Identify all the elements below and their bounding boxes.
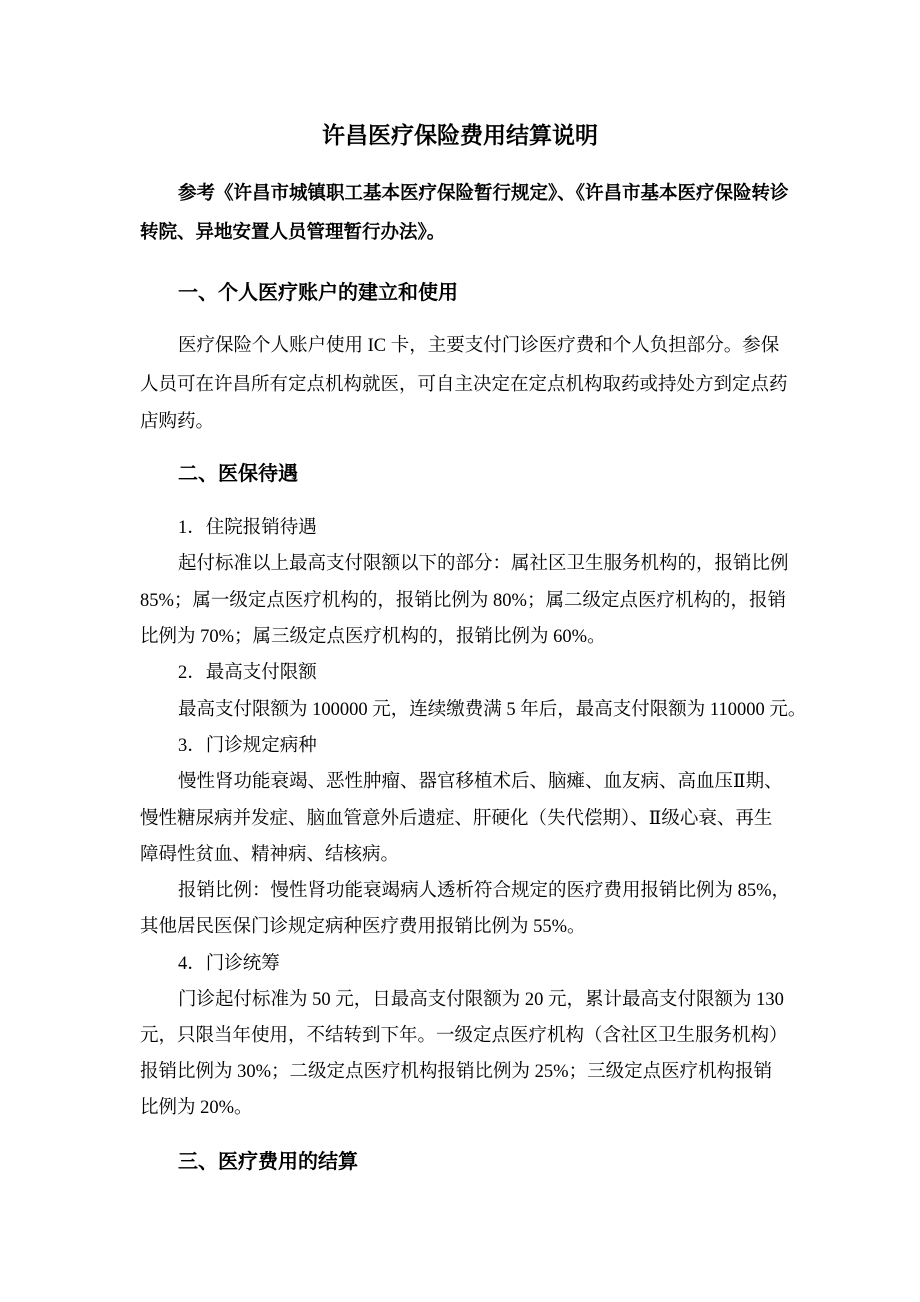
paragraph-line: 医疗保险个人账户使用 IC 卡，主要支付门诊医疗费和个人负担部分。参保: [178, 336, 780, 356]
paragraph-line: 人员可在许昌所有定点机构就医，可自主决定在定点机构取药或持处方到定点药: [140, 375, 788, 395]
paragraph-line: 店购药。: [140, 412, 215, 432]
section-heading: 三、医疗费用的结算: [178, 1151, 358, 1173]
paragraph-line: 报销比例：慢性肾功能衰竭病人透析符合规定的医疗费用报销比例为 85%，: [178, 881, 791, 901]
paragraph-line: 最高支付限额为 100000 元，连续缴费满 5 年后，最高支付限额为 110000 元。: [178, 700, 807, 720]
document-title: 许昌医疗保险费用结算说明: [322, 123, 598, 148]
item-label: 3．门诊规定病种: [178, 736, 317, 756]
paragraph-line: 报销比例为 30%；二级定点医疗机构报销比例为 25%；三级定点医疗机构报销: [140, 1062, 773, 1082]
section-heading: 一、个人医疗账户的建立和使用: [178, 282, 458, 304]
paragraph-line: 起付标准以上最高支付限额以下的部分：属社区卫生服务机构的，报销比例: [178, 554, 789, 574]
section-heading: 二、医保待遇: [178, 463, 298, 485]
paragraph-line: 慢性肾功能衰竭、恶性肿瘤、器官移植术后、脑瘫、血友病、高血压Ⅱ期、: [178, 772, 783, 792]
paragraph-line: 比例为 70%；属三级定点医疗机构的，报销比例为 60%。: [140, 627, 606, 647]
paragraph-line: 门诊起付标准为 50 元，日最高支付限额为 20 元，累计最高支付限额为 130: [178, 990, 784, 1010]
paragraph-line: 比例为 20%。: [140, 1098, 253, 1118]
intro-line: 参考《许昌市城镇职工基本医疗保险暂行规定》、《许昌市基本医疗保险转诊: [178, 184, 789, 204]
item-label: 2．最高支付限额: [178, 663, 317, 683]
paragraph-line: 元，只限当年使用，不结转到下年。一级定点医疗机构（含社区卫生服务机构）: [140, 1026, 788, 1046]
paragraph-line: 其他居民医保门诊规定病种医疗费用报销比例为 55%。: [140, 917, 586, 937]
item-label: 4．门诊统筹: [178, 954, 280, 974]
item-label: 1．住院报销待遇: [178, 518, 317, 538]
intro-line: 转院、异地安置人员管理暂行办法》。: [140, 223, 446, 243]
paragraph-line: 慢性糖尿病并发症、脑血管意外后遗症、肝硬化（失代偿期）、Ⅱ级心衰、再生: [140, 809, 773, 829]
paragraph-line: 障碍性贫血、精神病、结核病。: [140, 845, 400, 865]
paragraph-line: 85%；属一级定点医疗机构的，报销比例为 80%；属二级定点医疗机构的，报销: [140, 591, 786, 611]
